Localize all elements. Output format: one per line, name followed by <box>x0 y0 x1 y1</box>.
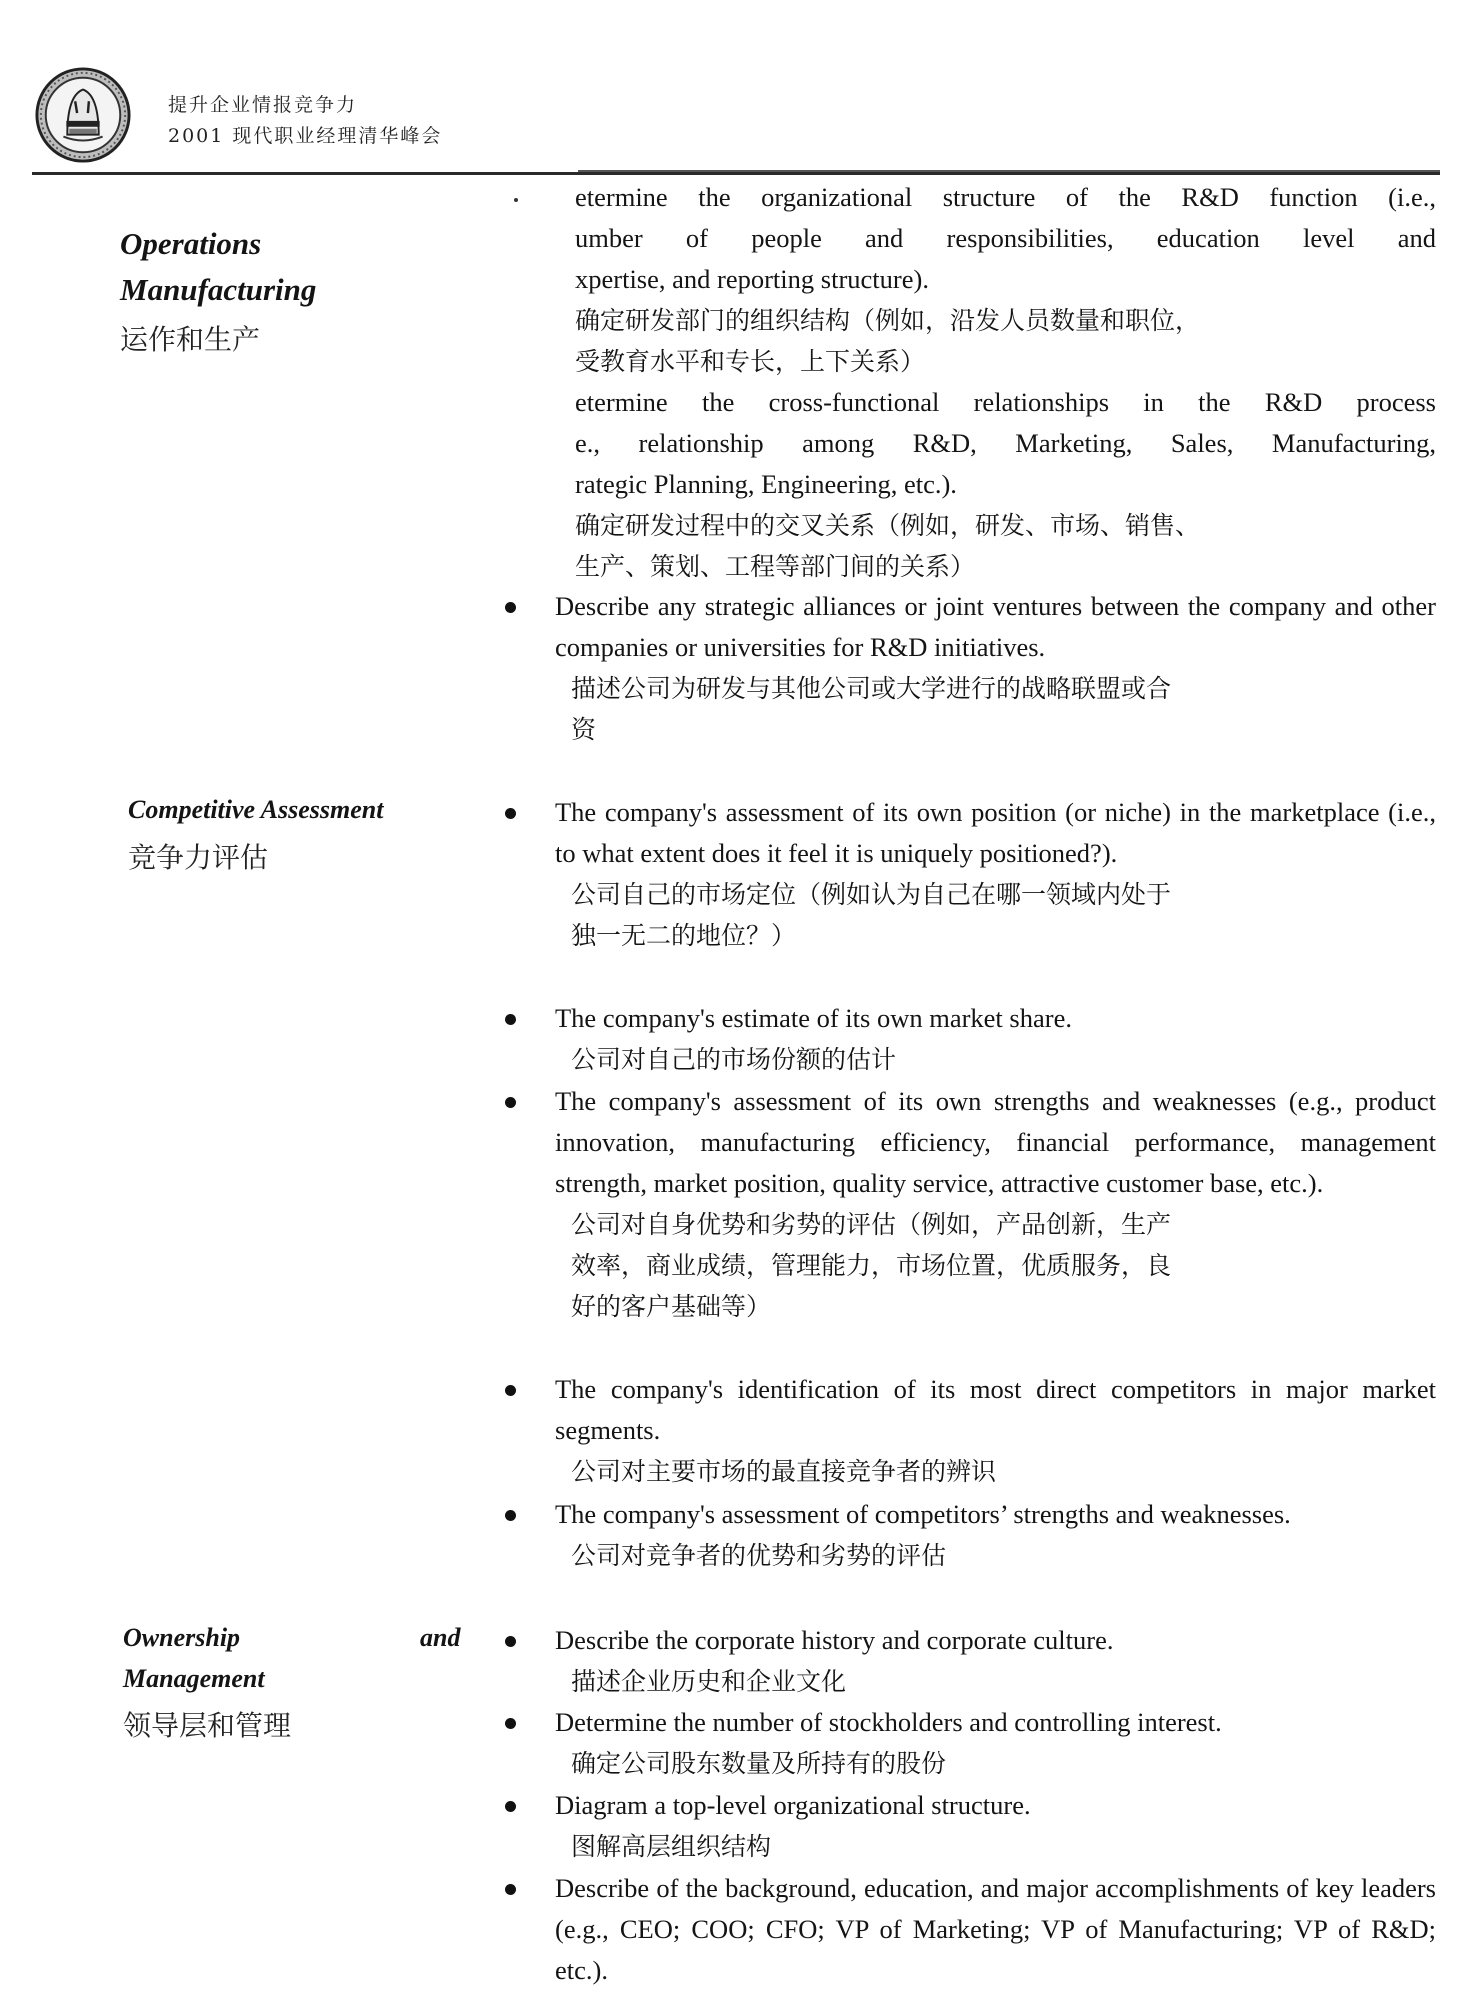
bullet-icon <box>505 1718 516 1729</box>
item-translation-line: 好的客户基础等） <box>571 1292 772 1321</box>
bullet-icon <box>505 1884 516 1895</box>
list-item <box>555 1868 1436 1991</box>
list-item <box>555 1369 1436 1492</box>
section-label-ownership: Ownership <box>123 1623 241 1652</box>
item-translation-line: 确定研发部门的组织结构（例如，沿发人员数量和职位， <box>575 306 1201 335</box>
item-text: Determine the number of stockholders and controlling interest. <box>555 1707 1222 1737</box>
list-item <box>555 792 1436 956</box>
section-label-management: Management <box>123 1664 265 1693</box>
header-divider-overlay <box>578 170 1440 172</box>
item-text-line: etermine the cross-functional relationships in the R&D process <box>575 387 1436 417</box>
section-label-ownership-zh: 领导层和管理 <box>123 1709 292 1742</box>
bullet-icon <box>505 1801 516 1812</box>
item-text-line: xpertise, and reporting structure). <box>575 264 929 294</box>
bullet-icon <box>505 1510 516 1521</box>
item-translation-line: 生产、策划、工程等部门间的关系） <box>575 552 976 581</box>
item-translation-line: 确定公司股东数量及所持有的股份 <box>571 1749 947 1778</box>
bullet-icon <box>505 808 516 819</box>
item-translation-line: 公司对主要市场的最直接竞争者的辨识 <box>571 1457 997 1486</box>
item-translation-line: 公司自己的市场定位（例如认为自己在哪一领域内处于 <box>571 880 1172 909</box>
list-item <box>555 1494 1436 1576</box>
item-translation-line: 确定研发过程中的交叉关系（例如，研发、市场、销售、 <box>575 511 1201 540</box>
item-text-line: e., relationship among R&D, Marketing, Sales, Manufacturing, <box>575 428 1436 458</box>
item-translation-line: 公司对自身优势和劣势的评估（例如，产品创新，生产 <box>571 1210 1172 1239</box>
tsinghua-seal-logo-icon <box>34 66 132 164</box>
item-translation-line: 独一无二的地位？） <box>571 921 797 950</box>
list-item <box>555 586 1436 750</box>
list-item <box>555 1620 1436 1702</box>
list-item <box>555 1702 1436 1784</box>
item-text: The company's assessment of its own position (or niche) in the marketplace (i.e., to what extent does it feel it is uniquely positioned?). <box>555 797 1436 868</box>
item-text: Diagram a top-level organizational structure. <box>555 1790 1031 1820</box>
header-subtitle: 2001 现代职业经理清华峰会 <box>168 125 443 147</box>
bullet-fragment <box>514 198 518 202</box>
item-text-line: rategic Planning, Engineering, etc.). <box>575 469 957 499</box>
section-label-operations: Operations <box>120 226 262 261</box>
item-text: Describe the corporate history and corporate culture. <box>555 1625 1114 1655</box>
bullet-icon <box>505 602 516 613</box>
item-translation-line: 效率，商业成绩，管理能力，市场位置，优质服务，良 <box>571 1251 1172 1280</box>
section-label-operations-zh: 运作和生产 <box>120 323 261 356</box>
list-item <box>555 1785 1436 1867</box>
item-text: The company's assessment of its own strengths and weaknesses (e.g., product innovation, manufacturing efficiency, financial performance, management strength, market position, quality service, attractive customer base, etc.). <box>555 1086 1436 1198</box>
bullet-icon <box>505 1097 516 1108</box>
item-translation-line: 图解高层组织结构 <box>571 1832 772 1861</box>
item-text: The company's estimate of its own market share. <box>555 1003 1072 1033</box>
item-translation-line: 描述公司为研发与其他公司或大学进行的战略联盟或合 <box>571 674 1172 703</box>
item-text: Describe of the background, education, and major accomplishments of key leaders (e.g., CEO; COO; CFO; VP of Marketing; VP of Manufacturing; VP of R&D; etc.). <box>555 1873 1436 1985</box>
item-text-line: umber of people and responsibilities, education level and <box>575 223 1436 253</box>
item-text: Describe any strategic alliances or joint ventures between the company and other companies or universities for R&D initiatives. <box>555 591 1436 662</box>
section-label-competitive: Competitive Assessment <box>128 795 384 824</box>
list-item <box>555 998 1436 1080</box>
item-text-line: etermine the organizational structure of the R&D function (i.e., <box>575 182 1436 212</box>
bullet-icon <box>505 1014 516 1025</box>
bullet-icon <box>505 1636 516 1647</box>
item-text: The company's identification of its most direct competitors in major market segments. <box>555 1374 1436 1445</box>
section-label-competitive-zh: 竞争力评估 <box>128 841 269 874</box>
section-label-manufacturing: Manufacturing <box>120 272 317 307</box>
header-divider <box>32 172 1440 175</box>
section-label-and: and <box>420 1623 461 1652</box>
item-translation-line: 受教育水平和专长，上下关系） <box>575 347 926 376</box>
item-translation-line: 公司对竞争者的优势和劣势的评估 <box>571 1541 947 1570</box>
item-translation-line: 描述企业历史和企业文化 <box>571 1667 847 1696</box>
item-text: The company's assessment of competitors’ strengths and weaknesses. <box>555 1499 1291 1529</box>
list-item <box>555 1081 1436 1327</box>
item-translation-line: 资 <box>571 715 597 744</box>
item-translation-line: 公司对自己的市场份额的估计 <box>571 1045 897 1074</box>
header-title: 提升企业情报竞争力 <box>168 94 358 116</box>
list-item <box>575 177 1436 587</box>
bullet-icon <box>505 1385 516 1396</box>
